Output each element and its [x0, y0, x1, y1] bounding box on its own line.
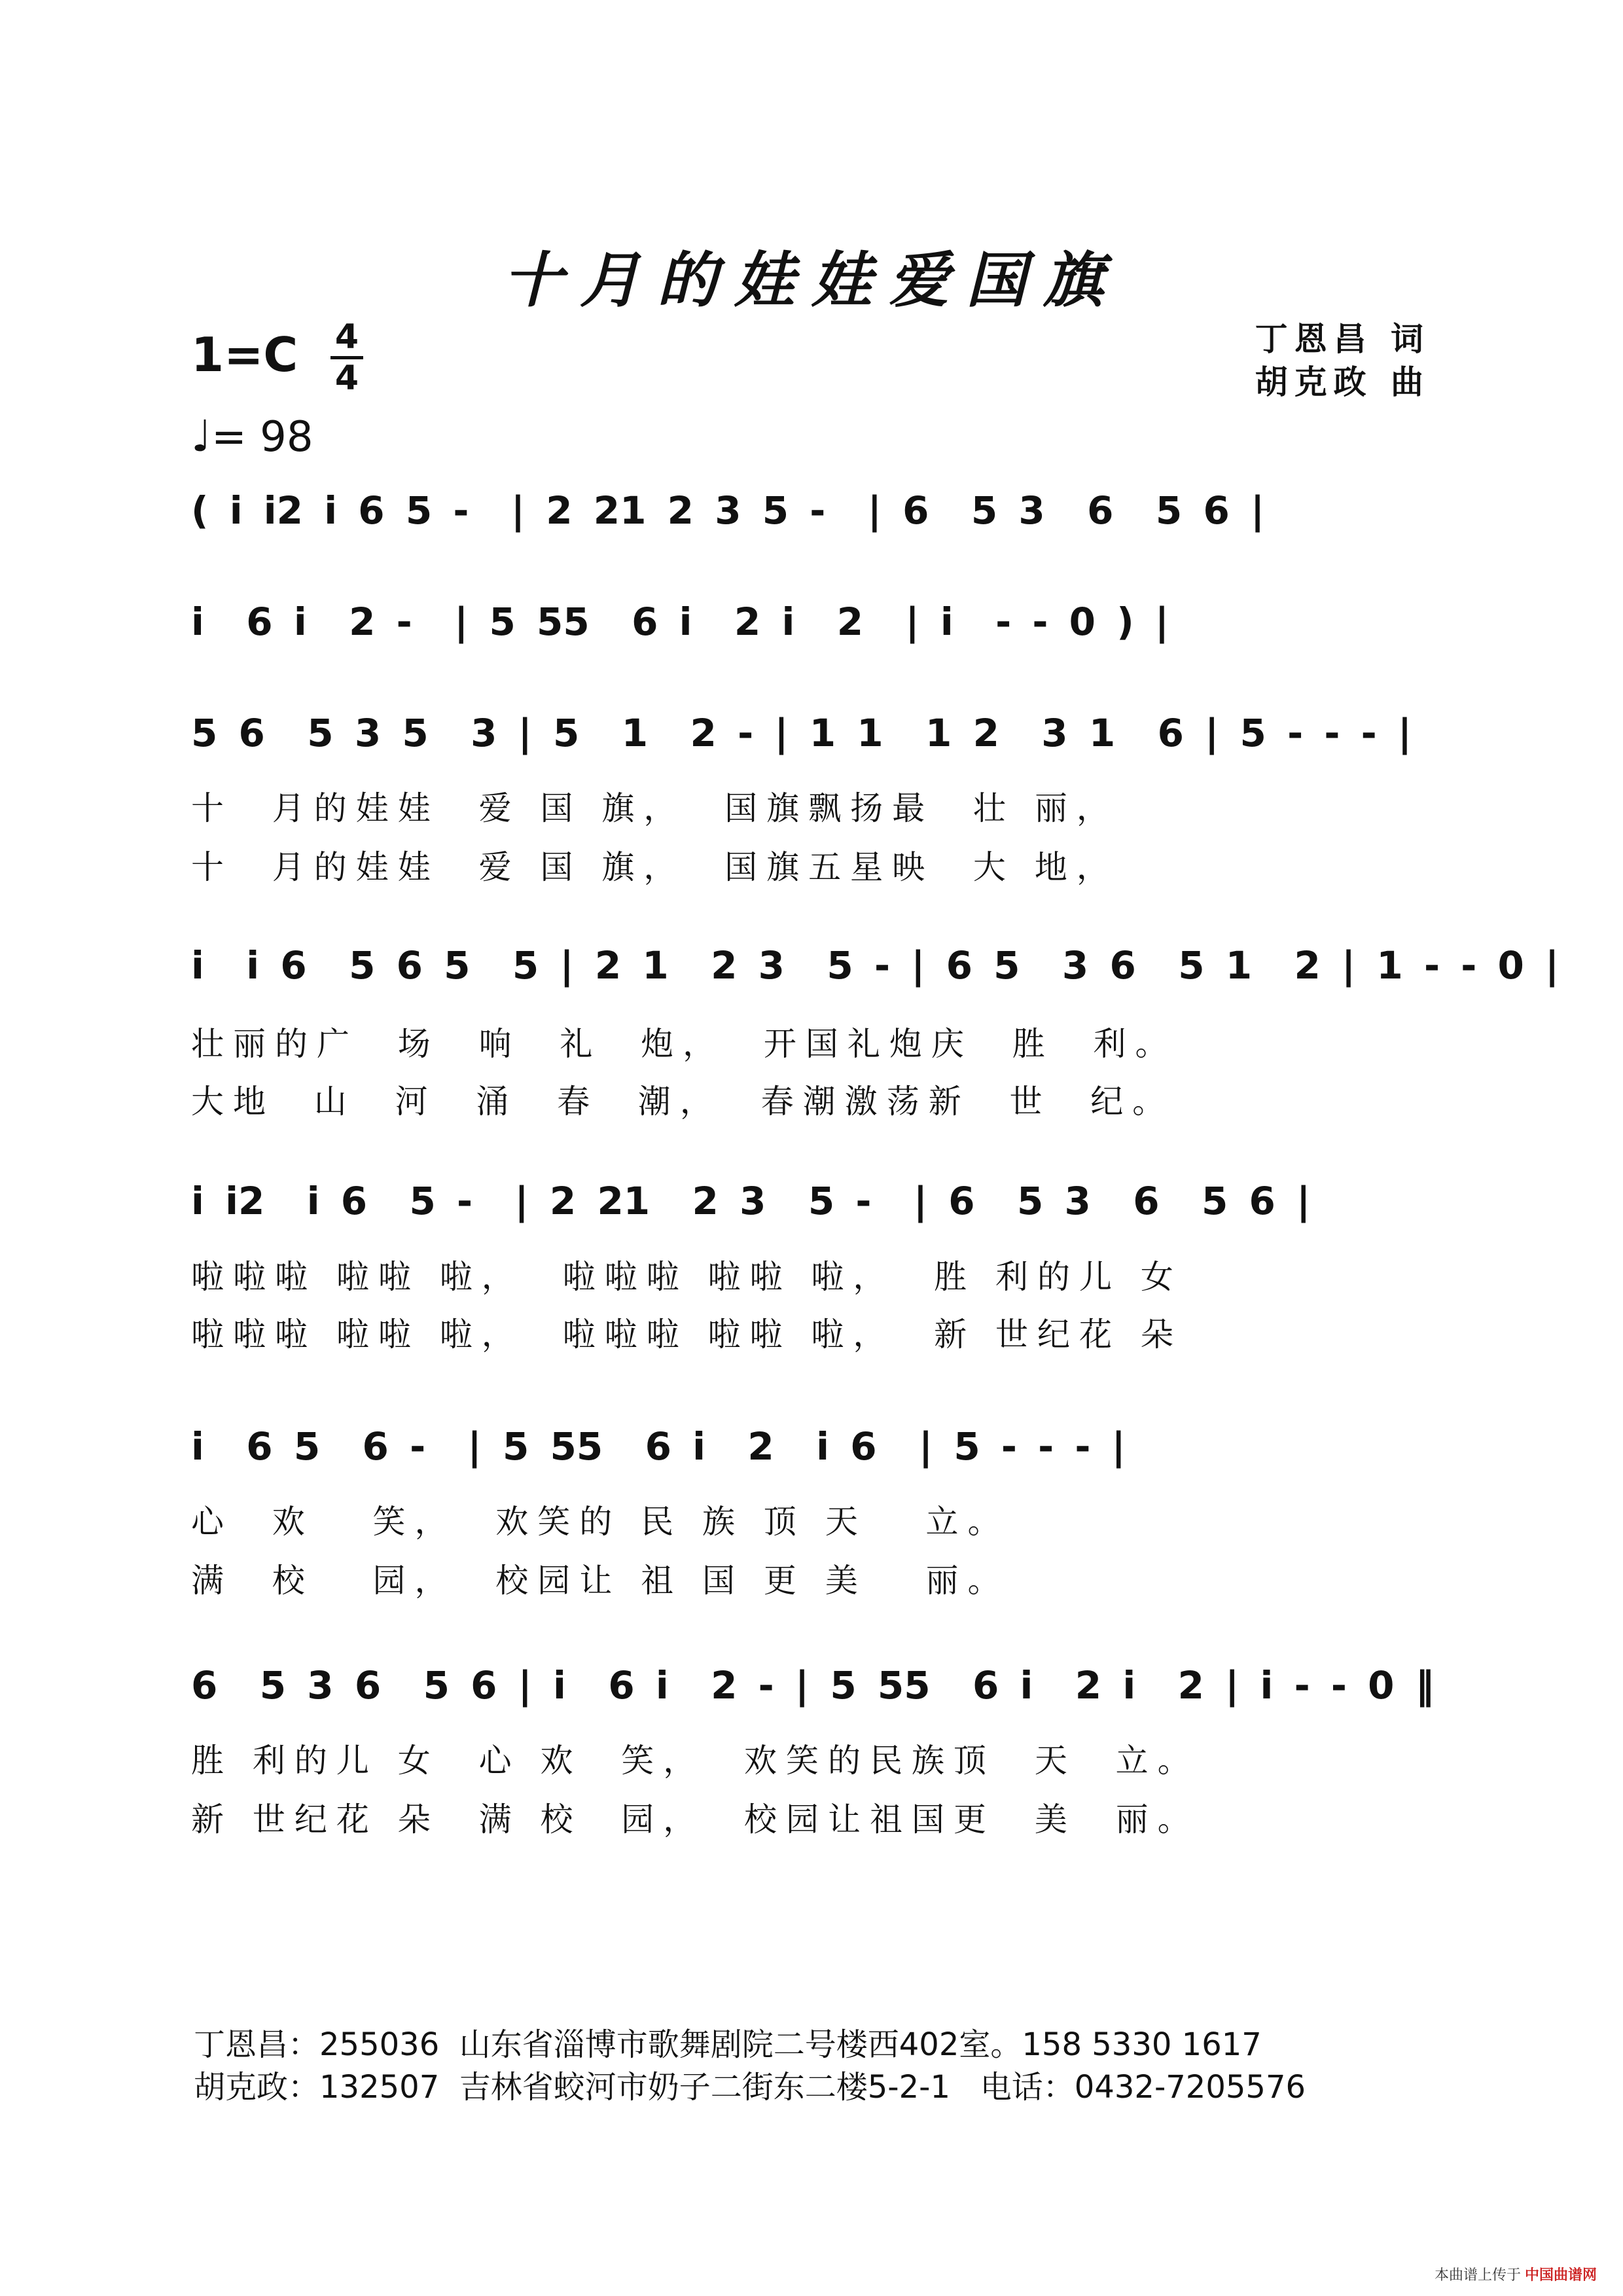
upload-stamp-text: 本曲谱上传于: [1434, 2267, 1521, 2284]
notation-row: 6 5 3 6 5 6 | i 6 i 2 - | 5 55 6 i 2 i 2 | i - - 0 ‖: [191, 1663, 1435, 1708]
notation-row: i 6 5 6 - | 5 55 6 i 2 i 6 | 5 - - - |: [191, 1424, 1126, 1469]
lyrics-verse-1: 十 月的娃娃 爱 国 旗， 国旗飘扬最 壮 丽，: [191, 789, 1118, 827]
composer-credit: 胡克政 曲: [1255, 363, 1430, 401]
lyricist-credit: 丁恩昌 词: [1255, 319, 1430, 358]
lyrics-verse-1: 心 欢 笑， 欢笑的 民 族 顶 天 立。: [191, 1503, 1010, 1541]
key-signature: 1=C: [191, 327, 298, 382]
lyrics-verse-2: 大地 山 河 涌 春 潮， 春潮激荡新 世 纪。: [191, 1083, 1175, 1121]
lyrics-verse-2: 十 月的娃娃 爱 国 旗， 国旗五星映 大 地，: [191, 848, 1118, 886]
site-logo: 中国曲谱网: [1524, 2267, 1597, 2284]
upload-stamp: [1435, 2264, 1597, 2284]
song-title: 十月的娃娃爱国旗: [502, 245, 1120, 315]
time-signature: [330, 319, 363, 396]
lyrics-verse-2: 新 世纪花 朵 满 校 园， 校园让祖国更 美 丽。: [191, 1801, 1200, 1839]
lyrics-verse-2: 啦啦啦 啦啦 啦， 啦啦啦 啦啦 啦， 新 世纪花 朵: [191, 1316, 1183, 1354]
time-signature-bottom: 4: [334, 359, 359, 398]
quarter-note-icon: ♩: [191, 411, 212, 461]
footer-contact-lyricist: 丁恩昌：255036 山东省淄博市歌舞剧院二号楼西402室。158 5330 1617: [194, 2026, 1262, 2063]
tempo-value: = 98: [211, 413, 313, 461]
notation-row: i i2 i 6 5 - | 2 21 2 3 5 - | 6 5 3 6 5 6 |: [191, 1179, 1311, 1223]
lyrics-verse-1: 壮丽的广 场 响 礼 炮， 开国礼炮庆 胜 利。: [191, 1025, 1177, 1063]
notation-row: i i 6 5 6 5 5 | 2 1 2 3 5 - | 6 5 3 6 5 1 2 | 1 - - 0 |: [191, 943, 1560, 988]
tempo-marking: [191, 411, 313, 461]
notation-row: 5 6 5 3 5 3 | 5 1 2 - | 1 1 1 2 3 1 6 | 5 - - - |: [191, 711, 1412, 755]
lyrics-verse-1: 胜 利的儿 女 心 欢 笑， 欢笑的民族顶 天 立。: [191, 1742, 1200, 1780]
footer-contact-composer: 胡克政：132507 吉林省蛟河市奶子二街东二楼5-2-1 电话：0432-7205576: [194, 2069, 1306, 2106]
notation-row: ( i i2 i 6 5 - | 2 21 2 3 5 - | 6 5 3 6 5 6 |: [191, 488, 1265, 533]
notation-row: i 6 i 2 - | 5 55 6 i 2 i 2 | i - - 0 ) |: [191, 600, 1169, 644]
lyrics-verse-1: 啦啦啦 啦啦 啦， 啦啦啦 啦啦 啦， 胜 利的儿 女: [191, 1258, 1183, 1296]
lyrics-verse-2: 满 校 园， 校园让 祖 国 更 美 丽。: [191, 1562, 1010, 1600]
credits: [1255, 317, 1430, 404]
time-signature-top: 4: [334, 317, 359, 357]
